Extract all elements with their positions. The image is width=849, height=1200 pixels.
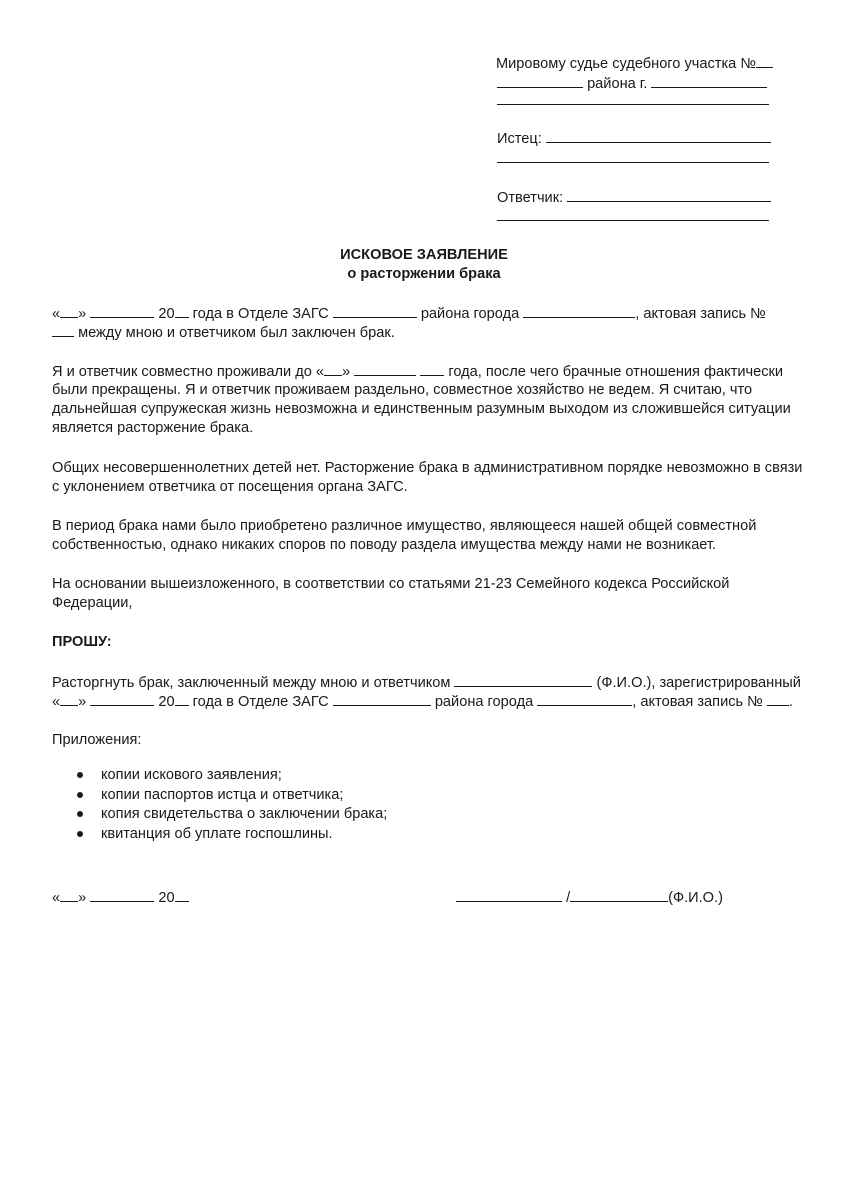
para2-line1: Я и ответчик совместно проживали до « » года, после чего брачные отношения фактически — [52, 364, 784, 380]
reg-month-blank — [90, 692, 154, 706]
list-item: копии паспортов истца и ответчика; — [52, 786, 387, 806]
plaintiff-line-2 — [497, 162, 769, 163]
month-blank — [90, 304, 154, 318]
defendant-line — [497, 188, 771, 207]
para1-line1: « » 20 года в Отделе ЗАГС района города , актовая запись № — [52, 306, 766, 322]
year-blank — [175, 304, 189, 318]
attachments-list — [52, 766, 387, 844]
defendant-label: Ответчик: — [497, 190, 564, 206]
district-blank — [497, 74, 583, 88]
district-label: района г. — [587, 76, 648, 92]
para4-line1: В период брака нами было приобретено различное имущество, являющееся нашей общей совместной — [52, 518, 757, 534]
reg-record-blank — [767, 692, 789, 706]
day-blank — [60, 304, 78, 318]
para2-line2: были прекращены. Я и ответчик проживаем раздельно, совместное хозяйство не ведем. Я считаю, что — [52, 382, 753, 398]
plaintiff-label: Истец: — [497, 131, 542, 147]
attachments-label: Приложения: — [52, 732, 142, 748]
city-blank-2 — [523, 304, 635, 318]
para3-line2: с уклонением ответчика от посещения органа ЗАГС. — [52, 479, 408, 495]
list-item: копия свидетельства о заключении брака; — [52, 805, 387, 825]
zags-blank — [333, 304, 417, 318]
footer-date: « » 20 — [52, 888, 189, 907]
record-number-blank — [52, 323, 74, 337]
para1-line2: между мною и ответчиком был заключен брак. — [52, 323, 395, 342]
para2-line4: является расторжение брака. — [52, 420, 254, 436]
city-blank — [651, 74, 767, 88]
reg-day-blank — [60, 692, 78, 706]
sign-day-blank — [60, 888, 78, 902]
judge-line-2 — [497, 74, 767, 93]
cohab-year-blank — [420, 362, 444, 376]
sign-year-blank — [175, 888, 189, 902]
signature-blank — [456, 888, 562, 902]
para4-line2: собственностью, однако никаких споров по поводу раздела имущества между нами не возникает. — [52, 537, 717, 553]
defendant-blank — [567, 188, 771, 202]
para5-line1: На основании вышеизложенного, в соответствии со статьями 21-23 Семейного кодекса Российской — [52, 576, 730, 592]
list-item: копии искового заявления; — [52, 766, 387, 786]
request-heading: ПРОШУ: — [52, 634, 112, 650]
doc-title: ИСКОВОЕ ЗАЯВЛЕНИЕ — [340, 247, 508, 263]
defendant-name-blank — [454, 673, 592, 687]
para6-line2: « » 20 года в Отделе ЗАГС района города , актовая запись № . — [52, 694, 793, 710]
sign-month-blank — [90, 888, 154, 902]
judge-line-1 — [496, 54, 773, 73]
reg-zags-blank — [333, 692, 431, 706]
cohab-month-blank — [354, 362, 416, 376]
plaintiff-line — [497, 129, 771, 148]
plaintiff-blank — [546, 129, 771, 143]
bullet-icon — [77, 811, 83, 817]
para6-line1: Расторгнуть брак, заключенный между мною и ответчиком (Ф.И.О.), зарегистрированный — [52, 675, 801, 691]
signature-name-blank — [570, 888, 668, 902]
judge-title: Мировому судье судебного участка № — [496, 56, 757, 72]
bullet-icon — [77, 772, 83, 778]
reg-year-blank — [175, 692, 189, 706]
para3-line1: Общих несовершеннолетних детей нет. Расторжение брака в административном порядке невозможно в связи — [52, 460, 803, 476]
judge-line-3 — [497, 104, 769, 105]
cohab-day-blank — [324, 362, 342, 376]
reg-city-blank — [537, 692, 632, 706]
para5-line2: Федерации, — [52, 595, 133, 611]
defendant-line-2 — [497, 220, 769, 221]
list-item: квитанция об уплате госпошлины. — [52, 825, 387, 845]
doc-subtitle: о расторжении брака — [347, 266, 501, 282]
footer-signature: / (Ф.И.О.) — [456, 888, 723, 907]
para2-line3: дальнейшая супружеская жизнь невозможна и единственным разумным выходом из сложившейся ситуации — [52, 401, 791, 417]
bullet-icon — [77, 792, 83, 798]
court-number-blank — [756, 54, 773, 68]
bullet-icon — [77, 831, 83, 837]
